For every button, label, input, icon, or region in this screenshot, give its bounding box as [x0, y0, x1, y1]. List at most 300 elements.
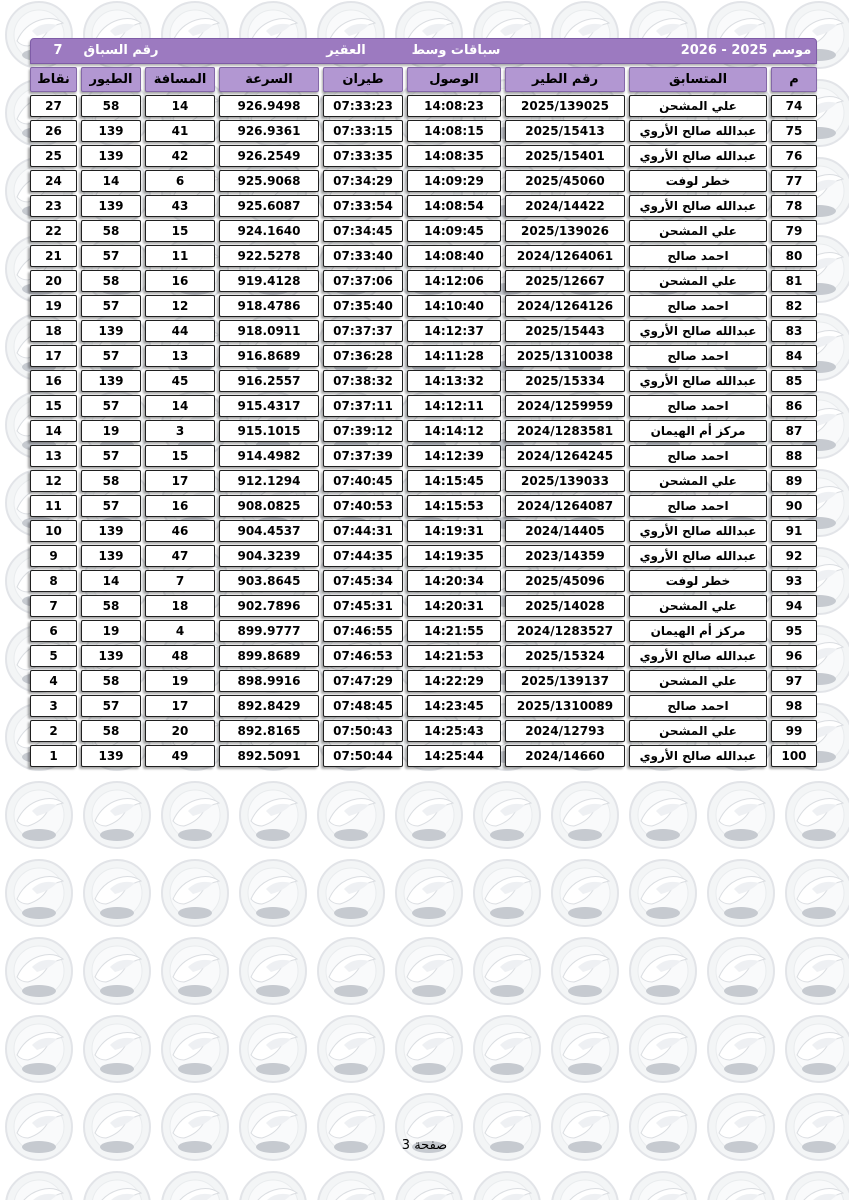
cell-bird_no: 2025/139025	[505, 95, 625, 117]
cell-distance: 45	[145, 370, 215, 392]
table-row	[30, 320, 817, 342]
cell-distance: 16	[145, 270, 215, 292]
pigeon-club-logo-icon	[238, 1170, 308, 1200]
pigeon-club-logo-icon	[784, 936, 849, 1006]
cell-competitor: احمد صالح	[629, 395, 767, 417]
cell-rank: 82	[771, 295, 817, 317]
table-row	[30, 220, 817, 242]
cell-bird_no: 2025/15413	[505, 120, 625, 142]
club-logo-watermark	[82, 1014, 152, 1084]
club-logo-watermark	[394, 780, 464, 850]
cell-arrival: 14:21:53	[407, 645, 501, 667]
cell-flight: 07:35:40	[323, 295, 403, 317]
cell-flight: 07:36:28	[323, 345, 403, 367]
pigeon-club-logo-icon	[82, 780, 152, 850]
location-label: العقير	[326, 43, 366, 58]
cell-bird_no: 2024/1264087	[505, 495, 625, 517]
cell-flight: 07:50:44	[323, 745, 403, 767]
club-logo-watermark	[550, 1170, 620, 1200]
cell-arrival: 14:13:32	[407, 370, 501, 392]
cell-points: 18	[30, 320, 77, 342]
cell-points: 4	[30, 670, 77, 692]
club-logo-watermark	[316, 780, 386, 850]
cell-birds: 58	[81, 270, 141, 292]
table-row	[30, 620, 817, 642]
cell-competitor: احمد صالح	[629, 295, 767, 317]
cell-rank: 75	[771, 120, 817, 142]
cell-points: 21	[30, 245, 77, 267]
pigeon-club-logo-icon	[550, 780, 620, 850]
pigeon-club-logo-icon	[706, 1170, 776, 1200]
cell-competitor: مركز أم الهيمان	[629, 420, 767, 442]
cell-flight: 07:47:29	[323, 670, 403, 692]
cell-distance: 41	[145, 120, 215, 142]
cell-distance: 3	[145, 420, 215, 442]
pigeon-club-logo-icon	[238, 858, 308, 928]
cell-arrival: 14:09:29	[407, 170, 501, 192]
pigeon-club-logo-icon	[472, 1170, 542, 1200]
cell-birds: 58	[81, 220, 141, 242]
cell-arrival: 14:21:55	[407, 620, 501, 642]
cell-rank: 78	[771, 195, 817, 217]
pigeon-club-logo-icon	[82, 858, 152, 928]
pigeon-club-logo-icon	[550, 936, 620, 1006]
cell-distance: 20	[145, 720, 215, 742]
cell-distance: 14	[145, 395, 215, 417]
cell-points: 27	[30, 95, 77, 117]
club-logo-watermark	[238, 936, 308, 1006]
cell-rank: 98	[771, 695, 817, 717]
cell-points: 22	[30, 220, 77, 242]
cell-competitor: احمد صالح	[629, 245, 767, 267]
cell-speed: 892.5091	[219, 745, 319, 767]
pigeon-club-logo-icon	[4, 936, 74, 1006]
pigeon-club-logo-icon	[160, 858, 230, 928]
cell-rank: 91	[771, 520, 817, 542]
table-row	[30, 295, 817, 317]
club-logo-watermark	[238, 858, 308, 928]
pigeon-club-logo-icon	[394, 1014, 464, 1084]
cell-bird_no: 2024/1264245	[505, 445, 625, 467]
cell-flight: 07:46:55	[323, 620, 403, 642]
cell-bird_no: 2025/45060	[505, 170, 625, 192]
club-logo-watermark	[628, 780, 698, 850]
pigeon-club-logo-icon	[238, 1014, 308, 1084]
club-logo-watermark	[82, 1170, 152, 1200]
cell-competitor: عبدالله صالح الأروي	[629, 120, 767, 142]
cell-rank: 89	[771, 470, 817, 492]
pigeon-club-logo-icon	[160, 1170, 230, 1200]
club-logo-watermark	[4, 780, 74, 850]
table-row	[30, 645, 817, 667]
cell-rank: 79	[771, 220, 817, 242]
pigeon-club-logo-icon	[4, 780, 74, 850]
club-logo-watermark	[784, 858, 849, 928]
cell-flight: 07:39:12	[323, 420, 403, 442]
cell-rank: 94	[771, 595, 817, 617]
cell-rank: 96	[771, 645, 817, 667]
club-logo-watermark	[706, 858, 776, 928]
cell-rank: 84	[771, 345, 817, 367]
cell-bird_no: 2024/1264061	[505, 245, 625, 267]
table-row	[30, 520, 817, 542]
pigeon-club-logo-icon	[784, 780, 849, 850]
cell-points: 13	[30, 445, 77, 467]
cell-bird_no: 2025/139026	[505, 220, 625, 242]
cell-arrival: 14:08:40	[407, 245, 501, 267]
cell-points: 19	[30, 295, 77, 317]
club-logo-watermark	[394, 858, 464, 928]
cell-rank: 74	[771, 95, 817, 117]
cell-speed: 899.9777	[219, 620, 319, 642]
cell-rank: 77	[771, 170, 817, 192]
column-header-speed: السرعة	[219, 67, 319, 92]
club-logo-watermark	[628, 1014, 698, 1084]
club-logo-watermark	[4, 1014, 74, 1084]
table-row	[30, 745, 817, 767]
club-logo-watermark	[706, 1170, 776, 1200]
pigeon-club-logo-icon	[706, 936, 776, 1006]
cell-birds: 19	[81, 420, 141, 442]
club-logo-watermark	[316, 1170, 386, 1200]
pigeon-club-logo-icon	[784, 858, 849, 928]
cell-speed: 915.4317	[219, 395, 319, 417]
pigeon-club-logo-icon	[628, 780, 698, 850]
table-row	[30, 595, 817, 617]
pigeon-club-logo-icon	[784, 1170, 849, 1200]
cell-competitor: علي المشحن	[629, 220, 767, 242]
cell-birds: 57	[81, 345, 141, 367]
cell-distance: 19	[145, 670, 215, 692]
cell-points: 8	[30, 570, 77, 592]
club-logo-watermark	[238, 780, 308, 850]
cell-birds: 57	[81, 295, 141, 317]
cell-points: 1	[30, 745, 77, 767]
cell-speed: 892.8429	[219, 695, 319, 717]
cell-speed: 926.9361	[219, 120, 319, 142]
cell-birds: 58	[81, 720, 141, 742]
cell-speed: 926.9498	[219, 95, 319, 117]
cell-competitor: احمد صالح	[629, 445, 767, 467]
table-row	[30, 145, 817, 167]
cell-arrival: 14:08:15	[407, 120, 501, 142]
pigeon-club-logo-icon	[316, 936, 386, 1006]
club-logo-watermark	[316, 936, 386, 1006]
pigeon-club-logo-icon	[4, 858, 74, 928]
cell-arrival: 14:15:53	[407, 495, 501, 517]
cell-birds: 58	[81, 470, 141, 492]
club-logo-watermark	[550, 858, 620, 928]
table-row	[30, 545, 817, 567]
cell-speed: 898.9916	[219, 670, 319, 692]
cell-points: 12	[30, 470, 77, 492]
cell-birds: 57	[81, 395, 141, 417]
pigeon-club-logo-icon	[316, 858, 386, 928]
cell-arrival: 14:20:31	[407, 595, 501, 617]
cell-rank: 99	[771, 720, 817, 742]
pigeon-club-logo-icon	[160, 780, 230, 850]
club-logo-watermark	[628, 936, 698, 1006]
club-logo-watermark	[706, 936, 776, 1006]
table-row	[30, 445, 817, 467]
cell-speed: 916.8689	[219, 345, 319, 367]
cell-arrival: 14:20:34	[407, 570, 501, 592]
cell-bird_no: 2024/14660	[505, 745, 625, 767]
pigeon-club-logo-icon	[82, 1170, 152, 1200]
table-row	[30, 695, 817, 717]
club-logo-watermark	[160, 1014, 230, 1084]
cell-arrival: 14:11:28	[407, 345, 501, 367]
cell-competitor: احمد صالح	[629, 345, 767, 367]
cell-birds: 139	[81, 520, 141, 542]
cell-birds: 58	[81, 670, 141, 692]
cell-points: 26	[30, 120, 77, 142]
club-logo-watermark	[784, 1014, 849, 1084]
cell-points: 7	[30, 595, 77, 617]
club-logo-watermark	[160, 780, 230, 850]
cell-points: 6	[30, 620, 77, 642]
table-row	[30, 470, 817, 492]
table-row	[30, 495, 817, 517]
cell-bird_no: 2024/12793	[505, 720, 625, 742]
cell-distance: 46	[145, 520, 215, 542]
cell-flight: 07:34:45	[323, 220, 403, 242]
cell-flight: 07:38:32	[323, 370, 403, 392]
pigeon-club-logo-icon	[394, 858, 464, 928]
table-row	[30, 120, 817, 142]
pigeon-club-logo-icon	[628, 858, 698, 928]
cell-speed: 892.8165	[219, 720, 319, 742]
cell-arrival: 14:19:31	[407, 520, 501, 542]
column-header-distance: المسافة	[145, 67, 215, 92]
cell-birds: 139	[81, 545, 141, 567]
cell-competitor: علي المشحن	[629, 720, 767, 742]
pigeon-club-logo-icon	[4, 1014, 74, 1084]
cell-competitor: علي المشحن	[629, 270, 767, 292]
table-header-row	[30, 67, 817, 92]
cell-points: 3	[30, 695, 77, 717]
club-logo-watermark	[550, 936, 620, 1006]
cell-bird_no: 2023/14359	[505, 545, 625, 567]
cell-bird_no: 2024/14422	[505, 195, 625, 217]
cell-arrival: 14:12:11	[407, 395, 501, 417]
club-logo-watermark	[472, 780, 542, 850]
column-header-bird_no: رقم الطير	[505, 67, 625, 92]
cell-bird_no: 2024/1283581	[505, 420, 625, 442]
cell-flight: 07:33:35	[323, 145, 403, 167]
cell-distance: 16	[145, 495, 215, 517]
pigeon-club-logo-icon	[238, 780, 308, 850]
cell-distance: 17	[145, 470, 215, 492]
club-logo-watermark	[472, 1170, 542, 1200]
cell-points: 16	[30, 370, 77, 392]
cell-bird_no: 2025/15334	[505, 370, 625, 392]
cell-arrival: 14:08:35	[407, 145, 501, 167]
category-label: سباقات وسط	[411, 43, 501, 58]
cell-speed: 918.0911	[219, 320, 319, 342]
club-logo-watermark	[160, 858, 230, 928]
cell-speed: 924.1640	[219, 220, 319, 242]
table-row	[30, 95, 817, 117]
cell-bird_no: 2024/1283527	[505, 620, 625, 642]
race-number-label: رقم السباق	[83, 43, 159, 58]
cell-competitor: عبدالله صالح الأروي	[629, 320, 767, 342]
cell-distance: 17	[145, 695, 215, 717]
cell-competitor: علي المشحن	[629, 670, 767, 692]
club-logo-watermark	[784, 780, 849, 850]
cell-bird_no: 2025/1310038	[505, 345, 625, 367]
club-logo-watermark	[160, 1170, 230, 1200]
cell-birds: 57	[81, 695, 141, 717]
cell-speed: 916.2557	[219, 370, 319, 392]
pigeon-club-logo-icon	[82, 936, 152, 1006]
cell-arrival: 14:12:37	[407, 320, 501, 342]
cell-rank: 86	[771, 395, 817, 417]
club-logo-watermark	[82, 858, 152, 928]
cell-flight: 07:44:31	[323, 520, 403, 542]
club-logo-watermark	[550, 1014, 620, 1084]
cell-arrival: 14:23:45	[407, 695, 501, 717]
cell-speed: 918.4786	[219, 295, 319, 317]
cell-points: 20	[30, 270, 77, 292]
cell-points: 15	[30, 395, 77, 417]
pigeon-club-logo-icon	[160, 936, 230, 1006]
pigeon-club-logo-icon	[394, 936, 464, 1006]
pigeon-club-logo-icon	[316, 780, 386, 850]
cell-speed: 919.4128	[219, 270, 319, 292]
cell-flight: 07:46:53	[323, 645, 403, 667]
cell-rank: 90	[771, 495, 817, 517]
cell-birds: 139	[81, 195, 141, 217]
cell-speed: 903.8645	[219, 570, 319, 592]
cell-points: 9	[30, 545, 77, 567]
cell-arrival: 14:15:45	[407, 470, 501, 492]
cell-distance: 49	[145, 745, 215, 767]
cell-bird_no: 2025/15324	[505, 645, 625, 667]
column-header-arrival: الوصول	[407, 67, 501, 92]
pigeon-club-logo-icon	[394, 1170, 464, 1200]
race-results-table	[30, 38, 817, 767]
cell-distance: 15	[145, 220, 215, 242]
cell-speed: 912.1294	[219, 470, 319, 492]
cell-rank: 92	[771, 545, 817, 567]
cell-flight: 07:37:11	[323, 395, 403, 417]
pigeon-club-logo-icon	[550, 1170, 620, 1200]
cell-competitor: علي المشحن	[629, 95, 767, 117]
cell-flight: 07:40:53	[323, 495, 403, 517]
cell-points: 23	[30, 195, 77, 217]
cell-rank: 95	[771, 620, 817, 642]
table-row	[30, 270, 817, 292]
cell-rank: 87	[771, 420, 817, 442]
table-row	[30, 670, 817, 692]
cell-birds: 57	[81, 245, 141, 267]
page-number: صفحة 3	[401, 1138, 448, 1153]
column-header-flight: طيران	[323, 67, 403, 92]
cell-distance: 47	[145, 545, 215, 567]
cell-birds: 139	[81, 370, 141, 392]
cell-rank: 97	[771, 670, 817, 692]
cell-speed: 914.4982	[219, 445, 319, 467]
cell-bird_no: 2025/139137	[505, 670, 625, 692]
cell-distance: 12	[145, 295, 215, 317]
cell-speed: 904.3239	[219, 545, 319, 567]
cell-birds: 57	[81, 445, 141, 467]
cell-arrival: 14:08:23	[407, 95, 501, 117]
pigeon-club-logo-icon	[472, 1014, 542, 1084]
column-header-points: نقاط	[30, 67, 77, 92]
cell-arrival: 14:12:39	[407, 445, 501, 467]
pigeon-club-logo-icon	[316, 1170, 386, 1200]
cell-competitor: عبدالله صالح الأروي	[629, 145, 767, 167]
cell-birds: 14	[81, 170, 141, 192]
cell-points: 17	[30, 345, 77, 367]
club-logo-watermark	[316, 1014, 386, 1084]
cell-competitor: علي المشحن	[629, 595, 767, 617]
cell-speed: 902.7896	[219, 595, 319, 617]
cell-birds: 139	[81, 745, 141, 767]
cell-rank: 93	[771, 570, 817, 592]
cell-speed: 922.5278	[219, 245, 319, 267]
pigeon-club-logo-icon	[472, 936, 542, 1006]
cell-distance: 14	[145, 95, 215, 117]
cell-distance: 42	[145, 145, 215, 167]
cell-bird_no: 2024/1264126	[505, 295, 625, 317]
cell-distance: 43	[145, 195, 215, 217]
cell-birds: 139	[81, 320, 141, 342]
pigeon-club-logo-icon	[628, 1170, 698, 1200]
table-title-banner	[30, 38, 817, 64]
cell-distance: 15	[145, 445, 215, 467]
cell-points: 14	[30, 420, 77, 442]
club-logo-watermark	[394, 936, 464, 1006]
club-logo-watermark	[238, 1014, 308, 1084]
cell-flight: 07:34:29	[323, 170, 403, 192]
club-logo-watermark	[238, 1170, 308, 1200]
cell-arrival: 14:08:54	[407, 195, 501, 217]
cell-birds: 139	[81, 120, 141, 142]
cell-competitor: عبدالله صالح الأروي	[629, 520, 767, 542]
cell-competitor: عبدالله صالح الأروي	[629, 645, 767, 667]
club-logo-watermark	[472, 1014, 542, 1084]
cell-speed: 899.8689	[219, 645, 319, 667]
column-header-competitor: المتسابق	[629, 67, 767, 92]
club-logo-watermark	[82, 780, 152, 850]
cell-competitor: عبدالله صالح الأروي	[629, 745, 767, 767]
cell-points: 10	[30, 520, 77, 542]
table-row	[30, 170, 817, 192]
table-row	[30, 420, 817, 442]
cell-arrival: 14:25:44	[407, 745, 501, 767]
cell-birds: 58	[81, 595, 141, 617]
race-number-value: 7	[53, 43, 63, 58]
club-logo-watermark	[316, 858, 386, 928]
table-row	[30, 345, 817, 367]
pigeon-club-logo-icon	[706, 780, 776, 850]
cell-speed: 904.4537	[219, 520, 319, 542]
pigeon-club-logo-icon	[706, 858, 776, 928]
cell-birds: 58	[81, 95, 141, 117]
cell-competitor: احمد صالح	[629, 495, 767, 517]
cell-rank: 76	[771, 145, 817, 167]
club-logo-watermark	[706, 780, 776, 850]
cell-speed: 915.1015	[219, 420, 319, 442]
cell-birds: 19	[81, 620, 141, 642]
table-row	[30, 370, 817, 392]
cell-speed: 926.2549	[219, 145, 319, 167]
cell-bird_no: 2025/15401	[505, 145, 625, 167]
cell-distance: 7	[145, 570, 215, 592]
